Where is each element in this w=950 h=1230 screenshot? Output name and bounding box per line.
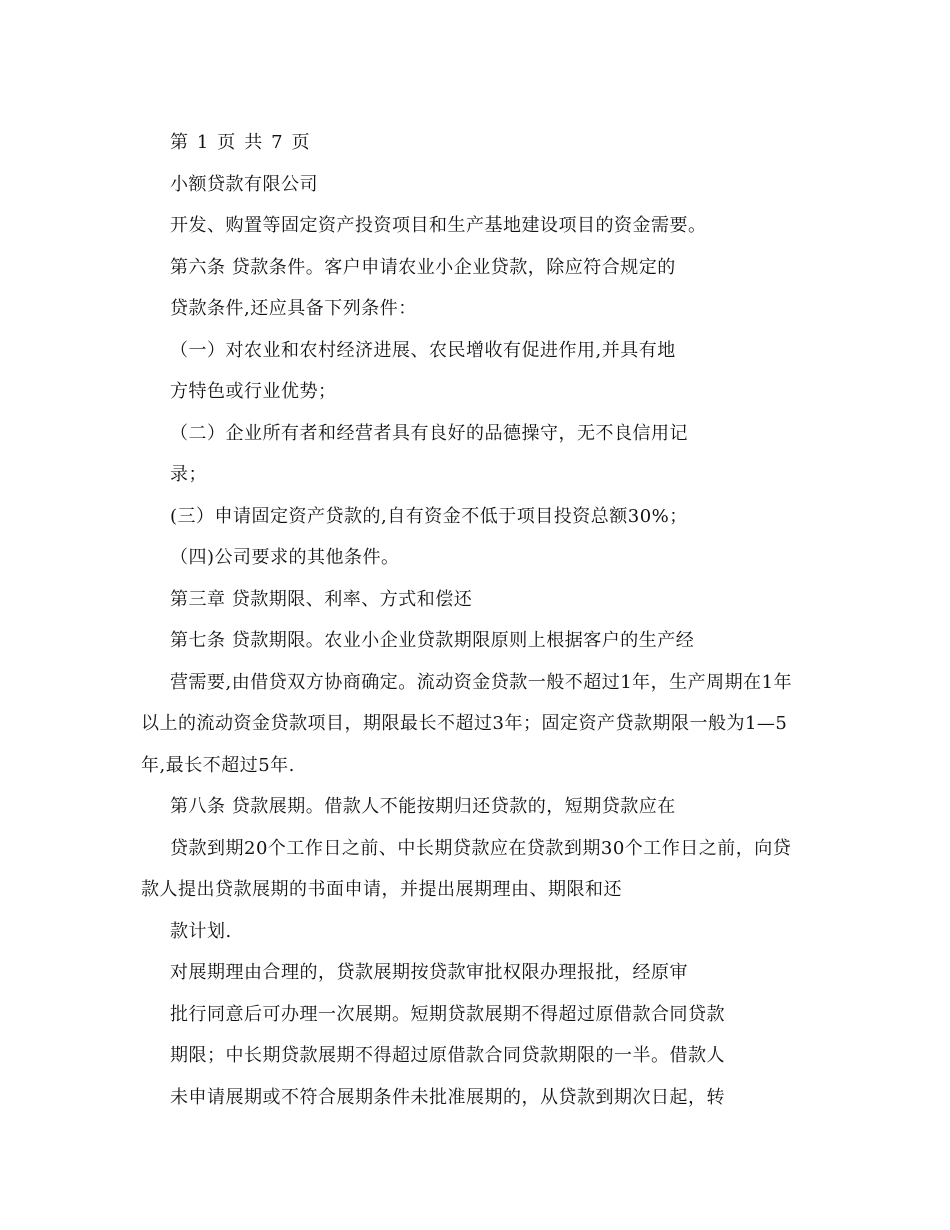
list-item-1: （一）对农业和农村经济进展、农民增收有促进作用,并具有地 xyxy=(170,340,676,361)
paragraph-line: 款人提出贷款展期的书面申请，并提出展期理由、期限和还 xyxy=(141,879,622,900)
article-heading-6: 第六条 贷款条件。客户申请农业小企业贷款，除应符合规定的 xyxy=(170,257,676,278)
paragraph-line: 以上的流动资金贷款项目，期限最长不超过3年；固定资产贷款期限一般为1—5 xyxy=(141,713,788,734)
list-item-3: (三）申请固定资产贷款的,自有资金不低于项目投资总额30%； xyxy=(170,506,688,527)
paragraph-line: 年,最长不超过5年. xyxy=(141,755,295,776)
company-name: 小额贷款有限公司 xyxy=(170,174,318,195)
paragraph-line: 期限；中长期贷款展期不得超过原借款合同贷款期限的一半。借款人 xyxy=(170,1045,725,1066)
paragraph-line: 贷款条件,还应具备下列条件： xyxy=(170,298,417,319)
paragraph-line: 批行同意后可办理一次展期。短期贷款展期不得超过原借款合同贷款 xyxy=(170,1004,725,1025)
paragraph-line: 营需要,由借贷双方协商确定。流动资金贷款一般不超过1年，生产周期在1年 xyxy=(170,672,793,693)
list-item-2: （二）企业所有者和经营者具有良好的品德操守，无不良信用记 xyxy=(170,423,688,444)
paragraph-line: 方特色或行业优势； xyxy=(170,381,337,402)
page-number: 第 1 页 共 7 页 xyxy=(170,132,312,153)
paragraph-line: 贷款到期20个工作日之前、中长期贷款应在贷款到期30个工作日之前，向贷 xyxy=(170,838,792,859)
list-item-4: （四)公司要求的其他条件。 xyxy=(170,547,400,568)
article-heading-7: 第七条 贷款期限。农业小企业贷款期限原则上根据客户的生产经 xyxy=(170,630,695,651)
paragraph-line: 未申请展期或不符合展期条件未批准展期的，从贷款到期次日起，转 xyxy=(170,1087,725,1108)
paragraph-line: 开发、购置等固定资产投资项目和生产基地建设项目的资金需要。 xyxy=(170,215,707,236)
paragraph-line: 录； xyxy=(170,464,207,485)
paragraph-line: 款计划. xyxy=(170,921,232,942)
paragraph-line: 对展期理由合理的，贷款展期按贷款审批权限办理报批，经原审 xyxy=(170,962,688,983)
chapter-heading-3: 第三章 贷款期限、利率、方式和偿还 xyxy=(170,589,473,610)
article-heading-8: 第八条 贷款展期。借款人不能按期归还贷款的，短期贷款应在 xyxy=(170,796,676,817)
